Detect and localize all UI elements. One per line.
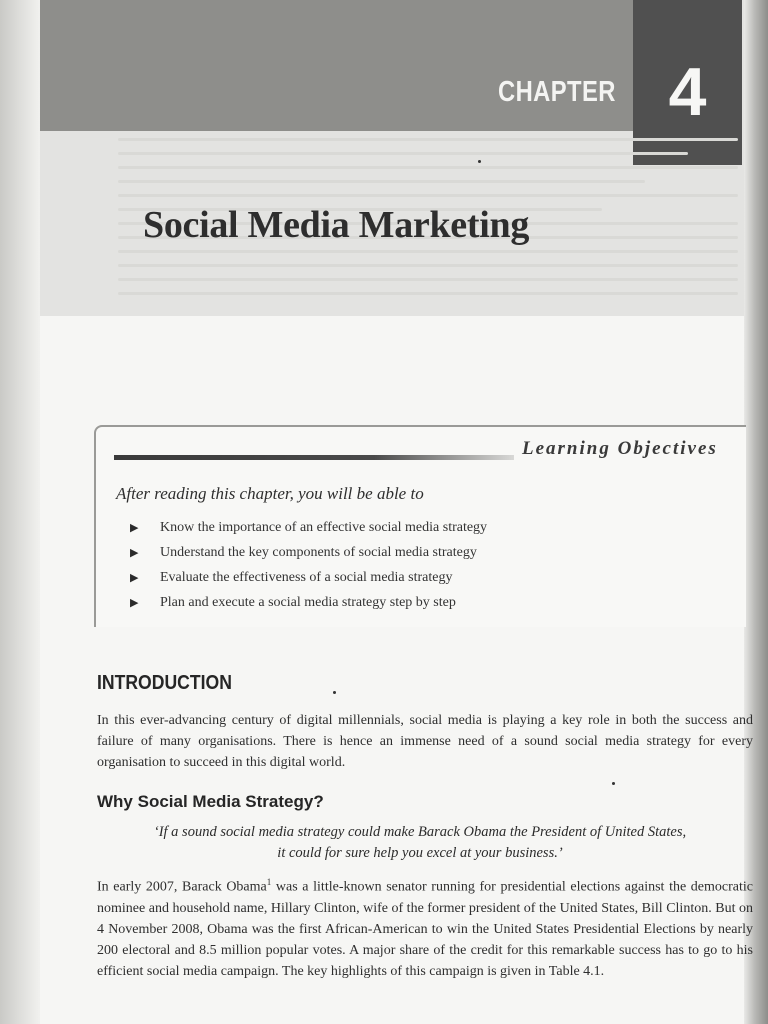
footnote-marker: 1 <box>266 877 272 887</box>
objective-item <box>130 590 690 615</box>
learning-objectives-list <box>130 515 690 615</box>
obama-quote <box>120 822 720 864</box>
objective-item <box>130 540 690 565</box>
objective-text: Understand the key components of social media strategy <box>160 544 477 560</box>
arrow-bullet-icon: ▶ <box>130 522 139 534</box>
print-speck <box>478 160 481 163</box>
why-section-heading: Why Social Media Strategy? <box>97 792 324 811</box>
objective-item <box>130 515 690 540</box>
quote-line-1: ‘If a sound social media strategy could make Barack Obama the President of United States, <box>153 824 687 840</box>
obama-paragraph <box>97 872 753 982</box>
objective-text: Plan and execute a social media strategy step by step <box>160 594 456 610</box>
chapter-title: Social Media Marketing <box>143 204 530 246</box>
arrow-bullet-icon: ▶ <box>130 547 139 559</box>
page-edge-shadow <box>744 0 768 1024</box>
objective-text: Evaluate the effectiveness of a social media strategy <box>160 569 453 585</box>
chapter-label: CHAPTER <box>498 76 616 108</box>
obama-text-start: In early 2007, Barack Obama <box>97 879 267 895</box>
objective-item <box>130 565 690 590</box>
learning-objectives-heading: Learning Objectives <box>522 438 718 459</box>
learning-objectives-rule <box>114 455 514 460</box>
print-speck <box>612 782 615 785</box>
book-binding-shadow <box>0 0 40 1024</box>
arrow-bullet-icon: ▶ <box>130 597 139 609</box>
quote-line-2: it could for sure help you excel at your business.’ <box>277 845 563 861</box>
chapter-number: 4 <box>668 54 707 130</box>
objective-text: Know the importance of an effective social media strategy <box>160 519 488 535</box>
arrow-bullet-icon: ▶ <box>130 572 139 584</box>
print-speck <box>333 691 336 694</box>
obama-text-rest: was a little-known senator running for presidential elections against the democratic nominee and household name, Hillary Clinton, wife of the former president of the United States, Bill Clinton. But on 4 November 2008, Obama was the first African-American to win the United States Presidential Elections by nearly 200 electoral and 8.5 million popular votes. A major share of the credit for this remarkable success has to go to his efficient social media campaign. The key highlights of this campaign is given in Table 4.1. <box>97 879 753 979</box>
learning-objectives-intro: After reading this chapter, you will be able to <box>116 484 424 503</box>
introduction-heading: INTRODUCTION <box>97 672 232 694</box>
introduction-paragraph: In this ever-advancing century of digital millennials, social media is playing a key role in both the success and failure of many organisations. There is hence an immense need of a sound social media strategy for every organisation to succeed in this digital world. <box>97 713 753 770</box>
